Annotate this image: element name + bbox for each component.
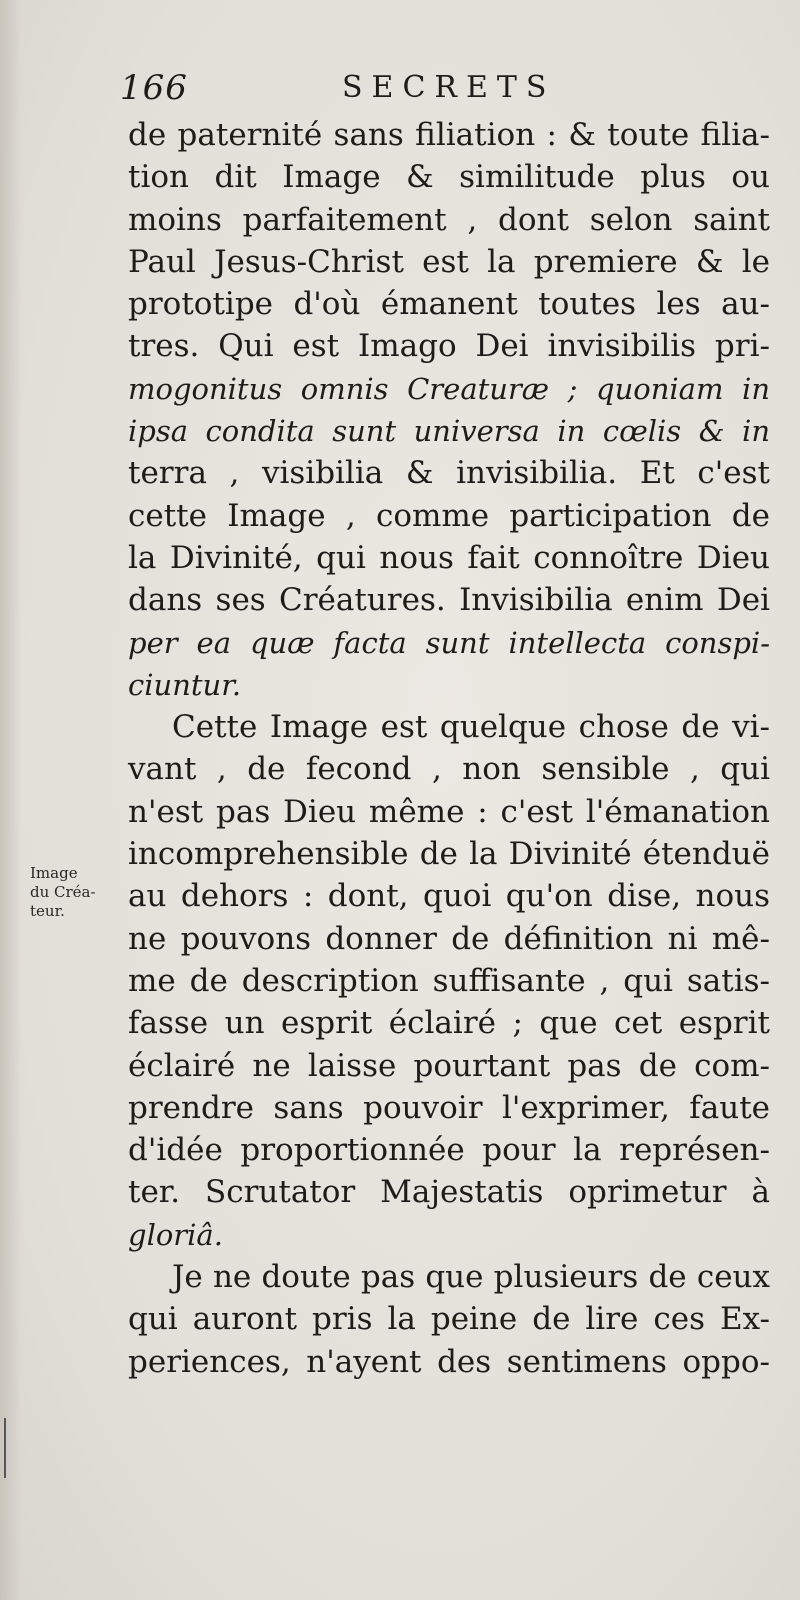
text-line: ne pouvons donner de définition ni mê-: [128, 920, 770, 957]
text-line: ter. Scrutator Majestatis oprimetur à: [128, 1174, 770, 1211]
text-line: prendre sans pouvoir l'exprimer, faute: [128, 1089, 770, 1126]
text-line: cette Image , comme participation de: [128, 497, 770, 534]
text-line: ciuntur.: [128, 667, 242, 702]
gutter-shadow: [0, 0, 22, 1600]
text-line: tion dit Image & similitude plus ou: [128, 159, 770, 196]
text-line: gloriâ.: [128, 1217, 223, 1252]
page-number: 166: [120, 68, 188, 108]
text-line: Paul Jesus-Christ est la premiere & le: [128, 243, 770, 280]
margin-note-line: du Créa-: [30, 883, 96, 901]
margin-mark: [4, 1418, 6, 1478]
text-line: moins parfaitement , dont selon saint: [128, 201, 770, 238]
text-line: terra , visibilia & invisibilia. Et c'est: [128, 455, 770, 492]
page-header: [120, 68, 700, 116]
text-line: dans ses Créatures. Invisibilia enim Dei: [128, 582, 770, 619]
text-line: incomprehensible de la Divinité étenduë: [128, 836, 770, 873]
margin-note-line: Image: [30, 864, 78, 882]
text-line: fasse un esprit éclairé ; que cet esprit: [128, 1005, 770, 1042]
text-line: tres. Qui est Imago Dei invisibilis pri-: [128, 328, 770, 365]
text-line: n'est pas Dieu même : c'est l'émanation: [128, 793, 770, 830]
text-line: Cette Image est quelque chose de vi-: [172, 709, 770, 746]
text-line: la Divinité, qui nous fait connoître Dieu: [128, 539, 770, 576]
text-line: per ea quæ facta sunt intellecta conspi-: [128, 625, 770, 660]
body-text: [128, 114, 770, 1383]
margin-note: [30, 864, 126, 921]
text-line: prototipe d'où émanent toutes les au-: [128, 286, 770, 323]
text-line: me de description suffisante , qui satis-: [128, 962, 770, 999]
text-line: vant , de fecond , non sensible , qui: [128, 751, 770, 788]
running-title: SECRETS: [342, 70, 556, 105]
text-line: de paternité sans filiation : & toute filia-: [128, 117, 770, 153]
text-line: Je ne doute pas que plusieurs de ceux: [172, 1259, 770, 1296]
text-line: periences, n'ayent des sentimens oppo-: [128, 1343, 770, 1380]
text-line: d'idée proportionnée pour la représen-: [128, 1132, 770, 1169]
text-line: ipsa condita sunt universa in cœlis & in: [128, 414, 770, 449]
margin-note-line: teur.: [30, 902, 65, 920]
text-line: au dehors : dont, quoi qu'on dise, nous: [128, 878, 770, 915]
text-line: mogonitus omnis Creaturæ ; quoniam in: [128, 371, 770, 406]
text-line: éclairé ne laisse pourtant pas de com-: [128, 1047, 770, 1084]
text-line: qui auront pris la peine de lire ces Ex-: [128, 1301, 770, 1338]
